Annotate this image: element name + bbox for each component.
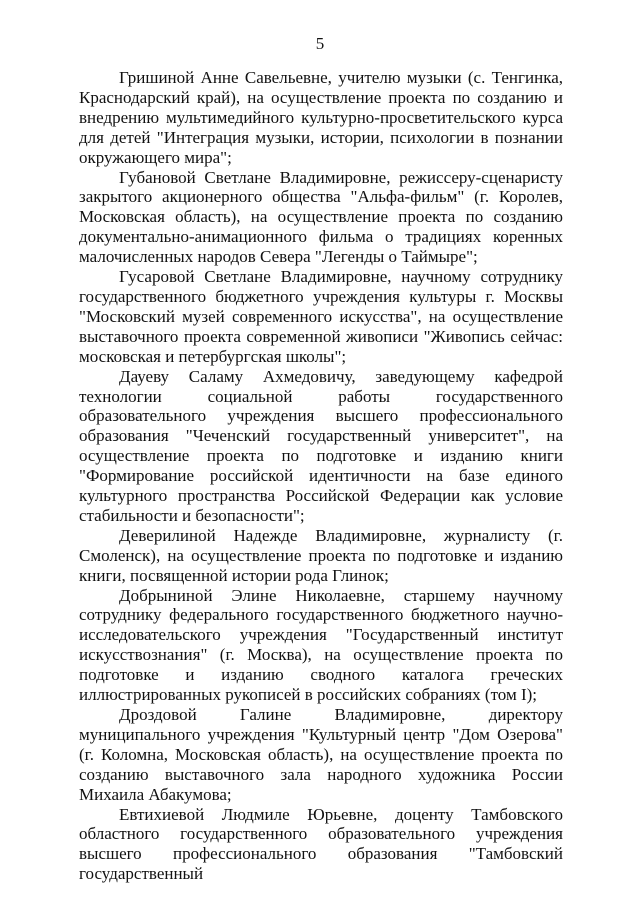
paragraph-dobrynina: Добрыниной Элине Николаевне, старшему научному сотруднику федерального государственного бюджетного научно-исследовательского учреждения "Государственный институт искусствознания" (г. Москва), на осуществление проекта по подготовке и изданию сводного каталога греческих иллюстрированных рукописей в российских собраниях (том I);: [79, 585, 563, 705]
paragraph-drozdova: Дроздовой Галине Владимировне, директору муниципального учреждения "Культурный центр "Дом Озерова" (г. Коломна, Московская область), на осуществление проекта по созданию выставочного зала народного художника России Михаила Абакумова;: [79, 705, 563, 804]
paragraph-dauev: Дауеву Саламу Ахмедовичу, заведующему кафедрой технологии социальной работы государственного образовательного учреждения высшего профессионального образования "Чеченский государственный университет", на осуществление проекта по подготовке и изданию книги "Формирование российской идентичности на базе единого культурного пространства Российской Федерации как условие стабильности и безопасности";: [79, 366, 563, 525]
paragraph-gubanova: Губановой Светлане Владимировне, режиссеру-сценаристу закрытого акционерного общества "Альфа-фильм" (г. Королев, Московская область), на осуществление проекта по созданию документально-анимационного фильма о традициях коренных малочисленных народов Севера "Легенды о Таймыре";: [79, 167, 563, 267]
paragraph-gusarova: Гусаровой Светлане Владимировне, научному сотруднику государственного бюджетного учреждения культуры г. Москвы "Московский музей современного искусства", на осуществление выставочного проекта современной живописи "Живопись сейчас: московская и петербургская школы";: [79, 267, 563, 366]
paragraph-deverilina: Деверилиной Надежде Владимировне, журналисту (г. Смоленск), на осуществление проекта по подготовке и изданию книги, посвященной истории рода Глинок;: [79, 525, 563, 585]
page-number: 5: [315, 34, 325, 53]
paragraph-grishina: Гришиной Анне Савельевне, учителю музыки (с. Тенгинка, Краснодарский край), на осуществление проекта по созданию и внедрению мультимедийного культурно-просветительского курса для детей "Интеграция музыки, истории, психологии в познании окружающего мира";: [79, 68, 563, 167]
paragraph-evtikhieva: Евтихиевой Людмиле Юрьевне, доценту Тамбовского областного государственного образовательного учреждения высшего профессионального образования "Тамбовский государственный: [79, 804, 563, 884]
document-body: [79, 68, 563, 884]
